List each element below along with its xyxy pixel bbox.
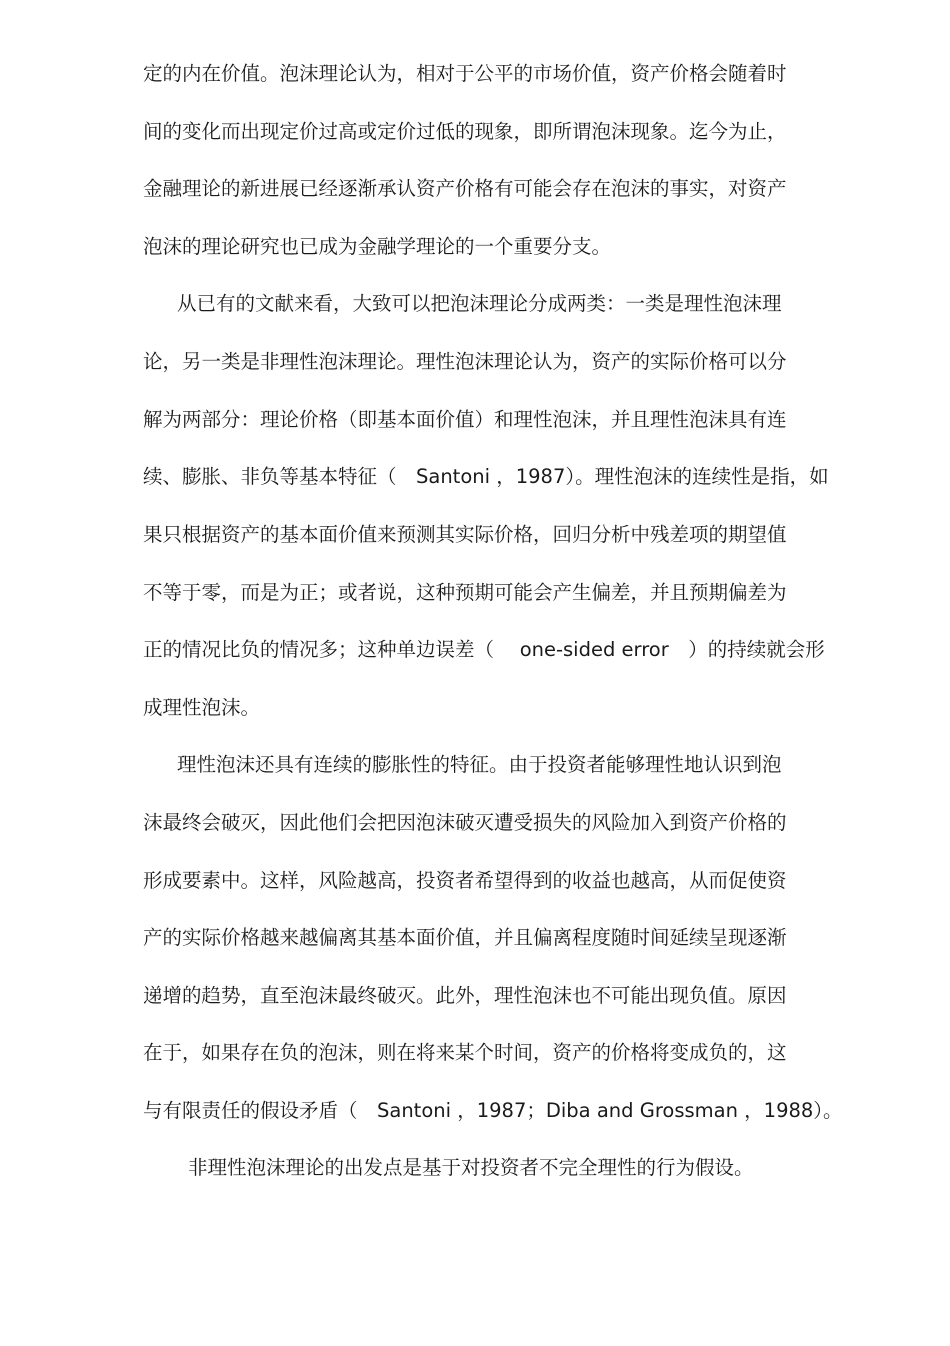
text-line: 不等于零，而是为正；或者说，这种预期可能会产生偏差，并且预期偏差为 [143,581,787,604]
text-line: 在于，如果存在负的泡沫，则在将来某个时间，资产的价格将变成负的，这 [143,1041,787,1064]
text-line: 产的实际价格越来越偏离其基本面价值，并且偏离程度随时间延续呈现逐渐 [143,926,787,949]
text-line: 解为两部分：理论价格（即基本面价值）和理性泡沫，并且理性泡沫具有连 [143,408,787,431]
text-line: 成理性泡沫。 [143,696,261,719]
text-line: 论，另一类是非理性泡沫理论。理性泡沫理论认为，资产的实际价格可以分 [143,350,787,373]
text-line: 从已有的文献来看，大致可以把泡沫理论分成两类：一类是理性泡沫理 [177,292,782,315]
text-line: 金融理论的新进展已经逐渐承认资产价格有可能会存在泡沫的事实，对资产 [143,177,787,200]
text-line: 间的变化而出现定价过高或定价过低的现象，即所谓泡沫现象。迄今为止， [143,120,787,143]
text-line: 与有限责任的假设矛盾（ Santoni ，1987；Diba and Grossman ，1988）。 [143,1099,843,1122]
text-line: 形成要素中。这样，风险越高，投资者希望得到的收益也越高，从而促使资 [143,869,787,892]
text-line: 递增的趋势，直至泡沫最终破灭。此外，理性泡沫也不可能出现负值。原因 [143,984,787,1007]
text-line: 理性泡沫还具有连续的膨胀性的特征。由于投资者能够理性地认识到泡 [177,753,782,776]
text-line: 续、膨胀、非负等基本特征（ Santoni ，1987）。理性泡沫的连续性是指，如 [143,465,829,488]
text-line: 非理性泡沫理论的出发点是基于对投资者不完全理性的行为假设。 [188,1156,754,1179]
text-line: 果只根据资产的基本面价值来预测其实际价格，回归分析中残差项的期望值 [143,523,787,546]
text-line: 泡沫的理论研究也已成为金融学理论的一个重要分支。 [143,235,612,258]
text-line: 定的内在价值。泡沫理论认为，相对于公平的市场价值，资产价格会随着时 [143,62,787,85]
text-line: 沫最终会破灭，因此他们会把因泡沫破灭遭受损失的风险加入到资产价格的 [143,811,787,834]
text-line: 正的情况比负的情况多；这种单边误差（ one-sided error ）的持续就会形 [143,638,825,661]
